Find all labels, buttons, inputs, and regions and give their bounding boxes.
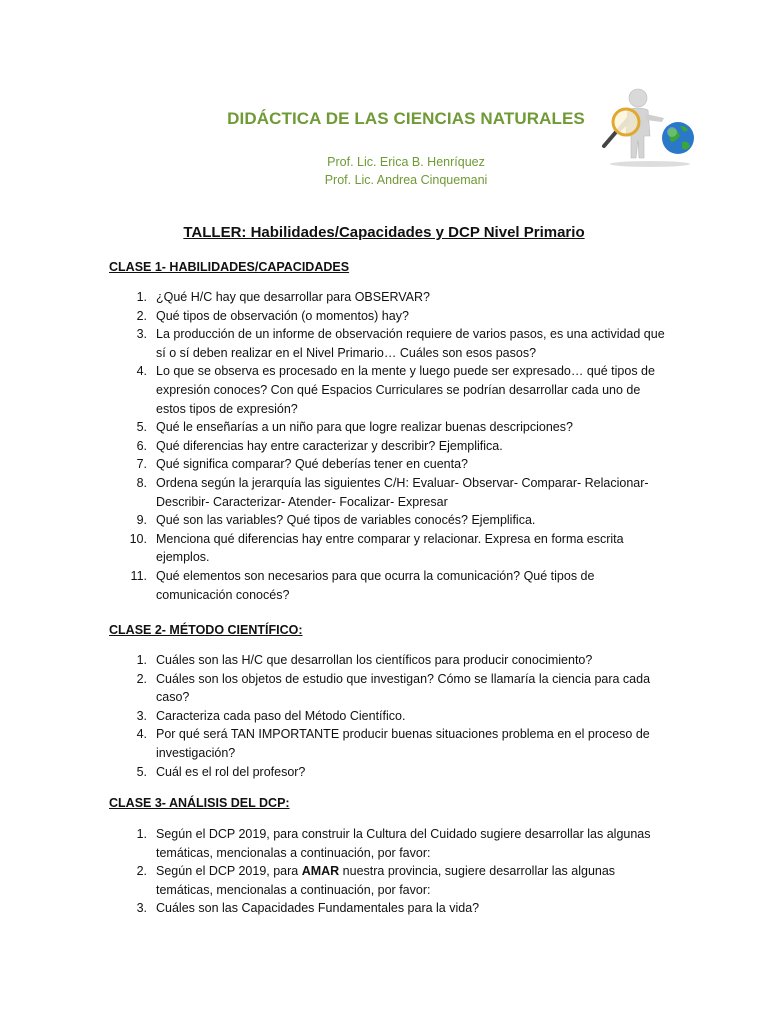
list-item: 1. Según el DCP 2019, para construir la Cultura del Cuidado sugiere desarrollar las algunas temáticas, mencionalas a continuación, por favor: bbox=[136, 827, 651, 860]
bold-word: AMAR bbox=[301, 864, 340, 879]
list-item: 5. Qué le enseñarías a un niño para que logre realizar buenas descripciones? bbox=[136, 420, 573, 435]
list-item: 4. Por qué será TAN IMPORTANTE producir buenas situaciones problema en el proceso de investigación? bbox=[136, 727, 650, 760]
document-title: DIDÁCTICA DE LAS CIENCIAS NATURALES bbox=[227, 109, 585, 128]
professor-2: Prof. Lic. Andrea Cinquemani bbox=[324, 173, 488, 187]
professor-1: Prof. Lic. Erica B. Henríquez bbox=[327, 155, 485, 169]
list-item: 5. Cuál es el rol del profesor? bbox=[136, 764, 306, 779]
list-item: 9. Qué son las variables? Qué tipos de variables conocés? Ejemplifica. bbox=[136, 513, 536, 528]
clase-1-heading: CLASE 1- HABILIDADES/CAPACIDADES bbox=[109, 260, 350, 274]
list-item: 6. Qué diferencias hay entre caracterizar y describir? Ejemplifica. bbox=[136, 438, 503, 453]
clase-2-list bbox=[109, 651, 669, 781]
list-item: 11. Qué elementos son necesarios para que ocurra la comunicación? Qué tipos de comunicación conocés? bbox=[130, 568, 595, 602]
list-item: 2. Cuáles son los objetos de estudio que investigan? Cómo se llamaría la ciencia para cada caso? bbox=[136, 671, 651, 705]
list-item: 3. La producción de un informe de observación requiere de varios pasos, es una actividad que sí o sí deben realizar en el Nivel Primario… Cuáles son esos pasos? bbox=[136, 327, 665, 360]
workshop-title: TALLER: Habilidades/Capacidades y DCP Nivel Primario bbox=[183, 224, 585, 241]
list-item: 3. Cuáles son las Capacidades Fundamentales para la vida? bbox=[136, 901, 480, 916]
magnifier-globe-illustration bbox=[598, 86, 702, 168]
clase-2-heading: CLASE 2- MÉTODO CIENTÍFICO: bbox=[109, 623, 303, 637]
list-item: 1. Cuáles son las H/C que desarrollan los científicos para producir conocimiento? bbox=[136, 653, 593, 667]
list-item: 1. ¿Qué H/C hay que desarrollar para OBSERVAR? bbox=[136, 290, 430, 304]
list-item: 10. Menciona qué diferencias hay entre comparar y relacionar. Expresa en forma escrita ejemplos. bbox=[129, 531, 624, 565]
list-item: 3. Caracteriza cada paso del Método Científico. bbox=[136, 708, 406, 723]
clase-3-heading: CLASE 3- ANÁLISIS DEL DCP: bbox=[109, 796, 290, 810]
list-item: 4. Lo que se observa es procesado en la mente y luego puede ser expresado… qué tipos de expresión conoces? Con qué Espacios Curriculares se podrían desarrollar cada uno de estos tipos de expresión? bbox=[136, 364, 655, 416]
list-item: 7. Qué significa comparar? Qué deberías tener en cuenta? bbox=[136, 457, 468, 472]
clase-3-list bbox=[109, 825, 669, 918]
clase-1-list bbox=[109, 288, 669, 604]
list-item: 8. Ordena según la jerarquía las siguientes C/H: Evaluar- Observar- Comparar- Relacionar- Describir- Caracterizar- Atender- Focalizar- Expresar bbox=[136, 475, 649, 509]
list-item: 2. Qué tipos de observación (o momentos) hay? bbox=[136, 308, 409, 323]
list-item: 2. Según el DCP 2019, para AMAR nuestra provincia, sugiere desarrollar las algunas temáticas, mencionalas a continuación, por favor: bbox=[136, 864, 616, 897]
